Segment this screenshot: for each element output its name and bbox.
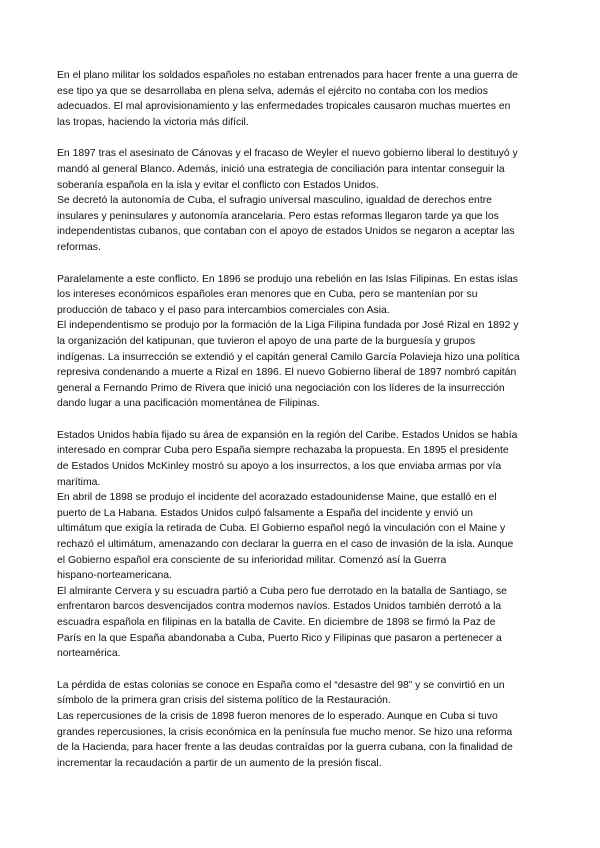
text-line: símbolo de la primera gran crisis del sistema político de la Restauración. (57, 695, 391, 707)
text-line: norteamérica. (57, 648, 121, 660)
text-line: las tropas, haciendo la victoria más difícil. (57, 116, 249, 128)
text-line: represiva condenando a muerte a Rizal en 1896. El nuevo Gobierno liberal de 1897 nombró capitán (57, 367, 517, 379)
text-line: enfrentaron barcos desvencijados contra modernos navíos. Estados Unidos también derrotó a la (57, 601, 502, 613)
text-line: En abril de 1898 se produjo el incidente del acorazado estadounidense Maine, que estalló en el (57, 492, 497, 504)
paragraph-block-2 (57, 146, 553, 255)
text-line: grandes repercusiones, la crisis económica en la península fue mucho menor. Se hizo una reforma (57, 726, 513, 738)
paragraph-block-4 (57, 428, 553, 662)
text-line: ultimátum que exigía la retirada de Cuba. El Gobierno español negó la vinculación con el Maine y (57, 523, 506, 535)
text-line: incrementar la recaudación a partir de un aumento de la presión fiscal. (57, 757, 382, 769)
text-line: insulares y peninsulares y autonomía arancelaria. Pero estas reformas llegaron tarde ya que los (57, 210, 499, 222)
text-line: reformas. (57, 241, 101, 253)
text-line: el Gobierno español era consciente de su inferioridad militar. Comenzó así la Guerra (57, 554, 447, 566)
text-line: hispano-norteamericana. (57, 570, 172, 582)
text-line: Las repercusiones de la crisis de 1898 fueron menores de lo esperado. Aunque en Cuba si tuvo (57, 710, 498, 722)
text-line: interesado en comprar Cuba pero España siempre rechazaba la propuesta. En 1895 el presidente (57, 445, 509, 457)
text-line: mandó al general Blanco. Además, inició una estrategia de conciliación para intentar conseguir la (57, 163, 505, 175)
text-line: rechazó el ultimátum, amenazando con declarar la guerra en el caso de invasión de la isla. Aunque (57, 539, 514, 551)
paragraph-block-5 (57, 678, 553, 772)
paragraph-block-1 (57, 68, 553, 130)
text-line: la organización del katipunan, que tuvieron el apoyo de una parte de la burguesía y grupos (57, 335, 476, 347)
text-line: dando lugar a una pacificación momentánea de Filipinas. (57, 398, 320, 410)
paragraph-block-3 (57, 272, 553, 412)
text-line: los intereses económicos españoles eran menores que en Cuba, pero se mantenían por su (57, 289, 478, 301)
text-line: Se decretó la autonomía de Cuba, el sufragio universal masculino, igualdad de derechos entre (57, 195, 492, 207)
text-line: Paralelamente a este conflicto. En 1896 se produjo una rebelión en las Islas Filipinas. En estas islas (57, 273, 518, 285)
text-line: En el plano militar los soldados españoles no estaban entrenados para hacer frente a una guerra de (57, 70, 518, 81)
text-line: marítima. (57, 476, 101, 488)
text-line: adecuados. El mal aprovisionamiento y las enfermedades tropicales causaron muchas muertes en (57, 101, 511, 113)
text-line: ese tipo ya que se desarrollaba en plena selva, además el ejército no contaba con los medios (57, 85, 488, 97)
text-line: El almirante Cervera y su escuadra partió a Cuba pero fue derrotado en la batalla de Santiago, se (57, 585, 507, 597)
text-line: París en la que España abandonaba a Cuba, Puerto Rico y Filipinas que pasaron a pertenecer a (57, 632, 502, 644)
text-line: El independentismo se produjo por la formación de la Liga Filipina fundada por José Rizal en 1892 y (57, 320, 519, 332)
text-line: La pérdida de estas colonias se conoce en España como el “desastre del 98” y se convirtió en un (57, 679, 505, 691)
document-page (57, 68, 553, 787)
text-line: general a Fernando Primo de Rivera que inició una negociación con los líderes de la insurrección (57, 382, 505, 394)
text-line: soberanía española en la isla y evitar el conflicto con Estados Unidos. (57, 179, 379, 191)
text-line: escuadra española en filipinas en la batalla de Cavite. En diciembre de 1898 se firmó la Paz de (57, 617, 496, 628)
text-line: producción de tabaco y el paso para intercambios comerciales con Asia. (57, 304, 390, 316)
text-line: independentistas cubanos, que contaban con el apoyo de estados Unidos se negaron a aceptar las (57, 226, 515, 238)
text-line: En 1897 tras el asesinato de Cánovas y el fracaso de Weyler el nuevo gobierno liberal lo destituyó y (57, 148, 518, 160)
text-line: puerto de La Habana. Estados Unidos culpó falsamente a España del incidente y envió un (57, 507, 473, 519)
text-line: de Estados Unidos McKinley mostró su apoyo a los insurrectos, a los que enviaba armas por vía (57, 461, 502, 473)
text-line: indígenas. La insurrección se extendió y el capitán general Camilo García Polavieja hizo una política (57, 351, 520, 363)
text-line: Estados Unidos había fijado su área de expansión en la región del Caribe. Estados Unidos se había (57, 429, 518, 441)
text-line: de la Hacienda, para hacer frente a las deudas contraídas por la guerra cubana, con la finalidad de (57, 742, 513, 754)
